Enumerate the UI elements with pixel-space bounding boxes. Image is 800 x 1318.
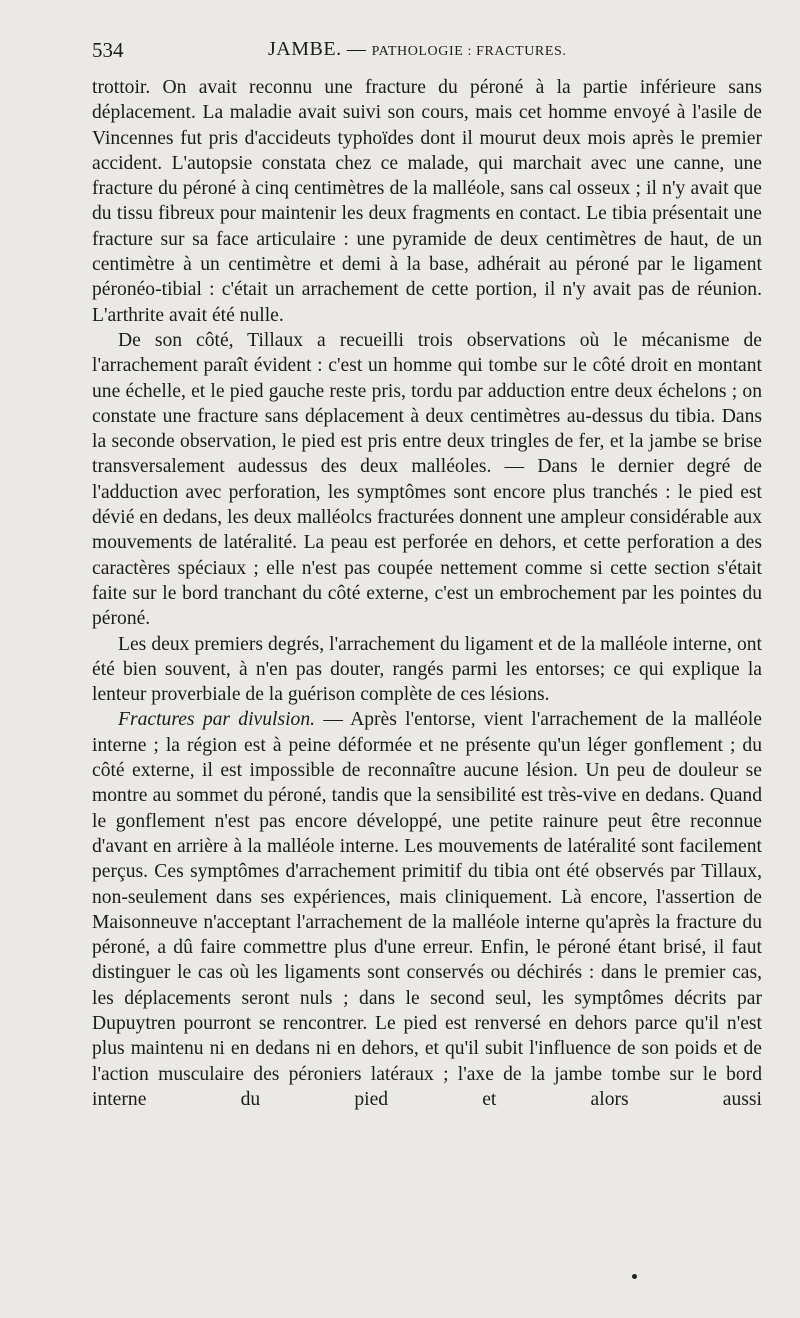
paragraph-4-text: — Après l'entorse, vient l'arrachement de la malléole interne ; la région est à peine déformée et ne présente qu'un léger gonflement ; du côté externe, il est impossible de reconnaître aucune lésion. Un peu de douleur se montre au sommet du péroné, tandis que la sensibilité est très-vive en dedans. Quand le gonflement n'est pas encore développé, une petite rainure peut être reconnue d'avant en arrière à la malléole interne. Les mouvements de latéralité sont facilement perçus. Ces symptômes d'arrachement primitif du tibia ont été observés par Tillaux, non-seulement dans ses expériences, mais cliniquement. Là encore, l'assertion de Maisonneuve n'acceptant l'arrachement de la malléole interne qu'après la fracture du péroné, a dû faire commettre plus d'une erreur. Enfin, le péroné étant brisé, il faut distinguer le cas où les ligaments sont conservés ou déchirés : dans le premier cas, les déplacements seront nuls ; dans le second seul, les symptômes décrits par Dupuytren pourront se rencontrer. Le pied est renversé en dehors parce qu'il n'est plus maintenu ni en dedans ni en dehors, et qu'il subit l'influence de son poids et de l'action musculaire des péroniers latéraux ; l'axe de la jambe tombe sur le bord interne du pied et alors aussi xyxy=(92,709,762,1110)
page-number: 534 xyxy=(92,38,124,62)
paragraph-3: Les deux premiers degrés, l'arrachement du ligament et de la malléole interne, ont été bien souvent, à n'en pas douter, rangés parmi les entorses; ce qui explique la lenteur proverbiale de la guérison complète de ces lésions. xyxy=(92,633,762,706)
paragraph-2: De son côté, Tillaux a recueilli trois observations où le mécanisme de l'arrachement paraît évident : c'est un homme qui tombe sur le côté droit en montant une échelle, et le pied gauche reste pris, tordu par adduction entre deux échelons ; on constate une fracture sans déplacement à deux centimètres au-dessus du tibia. Dans la seconde observation, le pied est pris entre deux tringles de fer, et la jambe se brise transversalement audessus des deux malléoles. — Dans le dernier degré de l'adduction avec perforation, les symptômes sont encore plus tranchés : le pied est dévié en dedans, les deux malléolcs fracturées donnent une ampleur considérable aux mouvements de latéralité. La peau est perforée en dehors, et cette perforation a des caractères spéciaux ; elle n'est pas coupée nettement comme si cette section s'était faite sur le bord tranchant du côté externe, c'est un embrochement par les pointes du péroné. xyxy=(92,329,762,630)
running-head xyxy=(268,38,567,61)
page-header xyxy=(92,38,762,68)
body-text xyxy=(92,75,762,1112)
ink-speck xyxy=(632,1274,637,1279)
paragraph-4-italic-lead: Fractures par divulsion. xyxy=(118,709,316,731)
paragraph-4 xyxy=(92,707,762,1112)
running-section: PATHOLOGIE : FRACTURES. xyxy=(371,44,567,59)
running-title: JAMBE. xyxy=(268,38,342,60)
paragraph-1: trottoir. On avait reconnu une fracture du péroné à la partie inférieure sans déplacement. La maladie avait suivi son cours, mais cet homme envoyé à l'asile de Vincennes fut pris d'accideuts typhoïdes dont il mourut deux mois après le premier accident. L'autopsie constata chez ce malade, qui marchait avec une canne, une fracture du péroné à cinq centimètres de la malléole, sans cal osseux ; il n'y avait que du tissu fibreux pour maintenir les deux fragments en contact. Le tibia présentait une fracture sur sa face articulaire : une pyramide de deux centimètres de haut, de un centimètre à un centimètre et demi à la base, adhérait au péroné par le ligament péronéo-tibial : c'était un arrachement de cette portion, il n'y avait pas de réunion. L'arthrite avait été nulle. xyxy=(92,77,762,326)
running-dash: — xyxy=(346,39,367,60)
